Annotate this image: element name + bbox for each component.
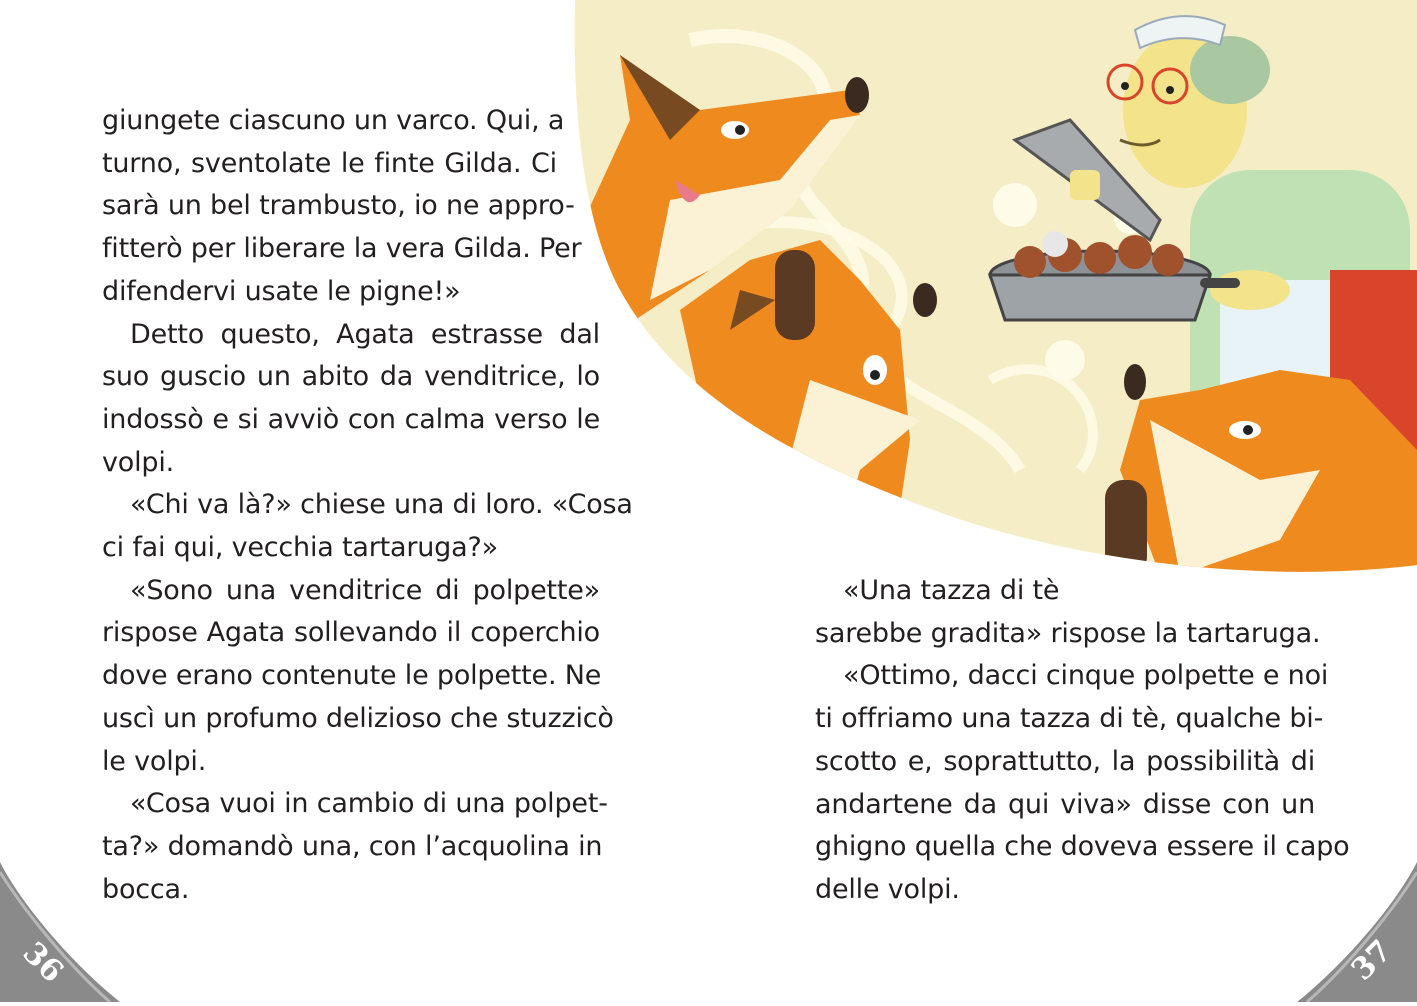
text-line: volpi. [102,446,175,478]
page-number-left: 36 [15,935,71,990]
text-line: ci fai qui, vecchia tartaruga?» [102,532,498,564]
page-corner-left [0,862,120,1002]
text-line: indossò e si avviò con calma verso le [102,403,600,435]
text-line: ghigno quella che doveva essere il capo [815,831,1350,863]
text-line: difendervi usate le pigne!» [102,275,461,307]
text-line: dove erano contenute le polpette. Ne [102,660,602,692]
corner-shape-left [0,862,120,1002]
text-line: sarebbe gradita» rispose la tartaruga. [815,617,1321,649]
text-line: bocca. [102,873,190,905]
text-line: uscì un profumo delizioso che stuzzicò [102,702,614,734]
corner-shape-right [1297,862,1417,1002]
text-line: giungete ciascuno un varco. Qui, a [102,105,565,136]
text-line: fitterò per liberare la vera Gilda. Per [102,233,582,265]
text-line: ti offriamo una tazza di tè, qualche bi- [815,703,1324,735]
text-line: «Cosa vuoi in cambio di una polpet- [130,788,608,820]
text-line: «Ottimo, dacci cinque polpette e noi [843,660,1329,692]
text-line: sarà un bel trambusto, io ne appro- [102,190,575,222]
page-corner-right [1297,862,1417,1002]
text-line: turno, sventolate le finte Gilda. Ci [102,147,557,179]
left-page-text [102,100,633,911]
right-page-text [815,570,1350,912]
text-line: andartene da qui viva» disse con un [815,788,1315,820]
text-line: ta?» domandò una, con l’acquolina in [102,830,603,862]
text-line: «Una tazza di tè [843,575,1060,606]
text-line: le volpi. [102,745,207,777]
text-line: Detto questo, Agata estrasse dal [130,318,600,350]
text-line: «Chi va là?» chiese una di loro. «Cosa [130,489,633,521]
text-line: scotto e, soprattutto, la possibilità di [815,745,1315,777]
text-line: «Sono una venditrice di polpette» [130,574,600,606]
page-number-right: 37 [1344,933,1400,988]
text-line: suo guscio un abito da venditrice, lo [102,361,600,393]
text-line: rispose Agata sollevando il coperchio [102,617,600,649]
text-line: delle volpi. [815,873,960,905]
